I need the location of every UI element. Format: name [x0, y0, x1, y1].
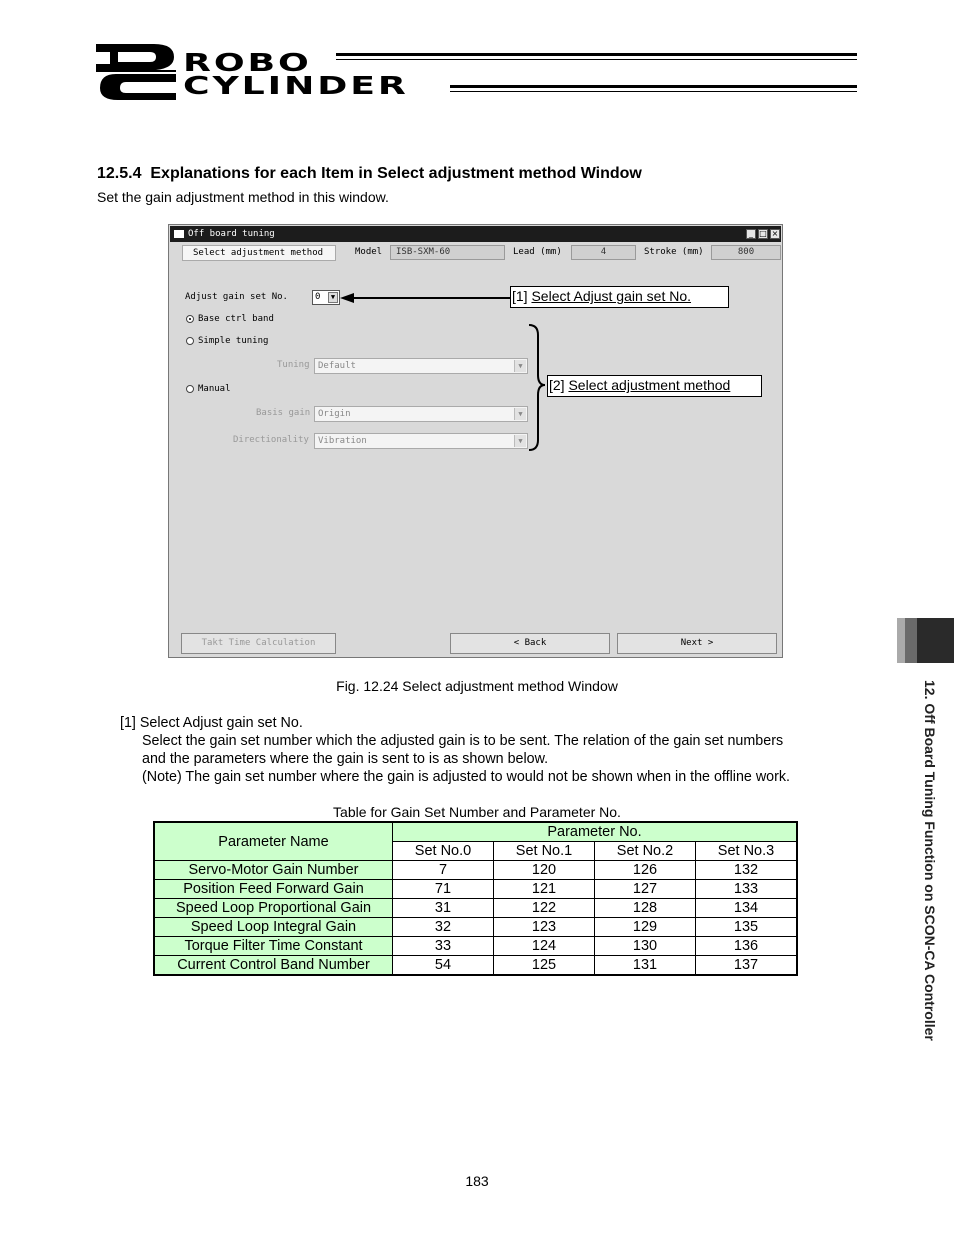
bracket-icon [529, 325, 545, 450]
item-1-line-1: Select the gain set number which the adjusted gain is to be sent. The relation of the gain set numbers [142, 733, 784, 749]
row-name: Speed Loop Proportional Gain [154, 899, 393, 918]
cell: 120 [494, 861, 595, 880]
cell: 32 [393, 918, 494, 937]
row-name: Speed Loop Integral Gain [154, 918, 393, 937]
cell: 135 [696, 918, 798, 937]
model-field: ISB-SXM-60 [390, 245, 505, 260]
callout-2 [547, 375, 762, 397]
window-title: Off board tuning [188, 229, 275, 239]
section-number: 12.5.4 [97, 165, 142, 182]
basis-gain-value: Origin [318, 409, 351, 419]
item-1-description [120, 714, 870, 786]
directionality-value: Vibration [318, 436, 367, 446]
chapter-tab [897, 618, 954, 663]
stroke-field: 800 [711, 245, 781, 260]
callout-2-text: Select adjustment method [568, 377, 731, 393]
model-label: Model [355, 247, 383, 257]
cell: 126 [595, 861, 696, 880]
section-title: Explanations for each Item in Select adjustment method Window [150, 165, 642, 182]
chapter-tab-stripe-mid [905, 618, 917, 663]
stroke-label: Stroke (mm) [644, 247, 704, 257]
tuning-value: Default [318, 361, 356, 371]
chapter-side-label: 12. Off Board Tuning Function on SCON-CA Controller [922, 680, 938, 1041]
cell: 131 [595, 956, 696, 976]
cell: 130 [595, 937, 696, 956]
cell: 127 [595, 880, 696, 899]
cell: 54 [393, 956, 494, 976]
table-header-row [154, 822, 797, 842]
next-button[interactable]: Next > [617, 633, 777, 654]
logo-robo: ROBO [183, 48, 312, 77]
header-set-0: Set No.0 [393, 842, 494, 861]
cell: 122 [494, 899, 595, 918]
header-parameter-name: Parameter Name [154, 822, 393, 861]
callout-1-number: [1] [512, 288, 528, 304]
annotation-graphics [330, 285, 550, 455]
radio-manual-label: Manual [198, 384, 231, 394]
cell: 132 [696, 861, 798, 880]
table-row [154, 956, 797, 976]
item-1-note: (Note) The gain set number where the gain is adjusted to would not be shown when in the offline work. [142, 769, 790, 785]
arrow-head-icon [340, 293, 354, 303]
row-name: Position Feed Forward Gain [154, 880, 393, 899]
close-icon[interactable]: × [771, 229, 779, 238]
basis-gain-label: Basis gain [256, 408, 311, 418]
row-name: Servo-Motor Gain Number [154, 861, 393, 880]
radio-manual[interactable] [186, 385, 194, 393]
cell: 124 [494, 937, 595, 956]
table-row [154, 937, 797, 956]
item-1-heading: [1] Select Adjust gain set No. [120, 715, 303, 731]
callout-1-text: Select Adjust gain set No. [531, 288, 692, 304]
section-heading [97, 165, 642, 183]
header-rule-bottom-thin [450, 91, 857, 92]
callout-1 [510, 286, 729, 308]
header-set-2: Set No.2 [595, 842, 696, 861]
cell: 125 [494, 956, 595, 976]
cell: 121 [494, 880, 595, 899]
cell: 137 [696, 956, 798, 976]
back-button[interactable]: < Back [450, 633, 610, 654]
cell: 136 [696, 937, 798, 956]
rc-logo-icon [96, 44, 178, 100]
gain-set-label: Adjust gain set No. [185, 292, 288, 302]
cell: 71 [393, 880, 494, 899]
header-rule-bottom [450, 85, 857, 88]
radio-base-ctrl-band-label: Base ctrl band [198, 314, 274, 324]
header-set-1: Set No.1 [494, 842, 595, 861]
radio-base-ctrl-band[interactable] [186, 315, 194, 323]
maximize-icon[interactable]: □ [759, 229, 767, 238]
app-icon [174, 230, 184, 238]
table-row [154, 899, 797, 918]
gain-set-table [153, 821, 798, 976]
takt-time-calculation-button[interactable]: Takt Time Calculation [181, 633, 336, 654]
header-rule-top-thin [336, 59, 857, 60]
tab-select-adjustment-method[interactable]: Select adjustment method [182, 245, 336, 261]
chapter-tab-stripe-light [897, 618, 905, 663]
gain-set-value: 0 [315, 292, 321, 302]
header-rule-top [336, 53, 857, 56]
tuning-label: Tuning [277, 360, 310, 370]
lead-label: Lead (mm) [513, 247, 562, 257]
table-caption: Table for Gain Set Number and Parameter No. [333, 804, 621, 820]
cell: 7 [393, 861, 494, 880]
row-name: Current Control Band Number [154, 956, 393, 976]
chevron-down-icon[interactable]: ▼ [328, 292, 338, 303]
table-row [154, 861, 797, 880]
cell: 129 [595, 918, 696, 937]
cell: 31 [393, 899, 494, 918]
window-titlebar [170, 226, 781, 242]
page-number: 183 [465, 1173, 489, 1189]
callout-2-number: [2] [549, 377, 565, 393]
cell: 33 [393, 937, 494, 956]
cell: 123 [494, 918, 595, 937]
radio-simple-tuning-label: Simple tuning [198, 336, 269, 346]
header-set-3: Set No.3 [696, 842, 798, 861]
chevron-down-icon[interactable]: ▼ [514, 408, 526, 420]
table-row [154, 880, 797, 899]
logo-cylinder: CYLINDER [183, 71, 409, 100]
cell: 134 [696, 899, 798, 918]
lead-field: 4 [571, 245, 636, 260]
row-name: Torque Filter Time Constant [154, 937, 393, 956]
table-row [154, 918, 797, 937]
header-parameter-no: Parameter No. [393, 822, 798, 842]
directionality-label: Directionality [233, 435, 309, 445]
radio-simple-tuning[interactable] [186, 337, 194, 345]
figure-caption: Fig. 12.24 Select adjustment method Window [336, 678, 618, 694]
chevron-down-icon[interactable]: ▼ [514, 435, 526, 447]
cell: 128 [595, 899, 696, 918]
item-1-line-2: and the parameters where the gain is sent to is as shown below. [142, 751, 549, 767]
chevron-down-icon[interactable]: ▼ [514, 360, 526, 372]
section-intro: Set the gain adjustment method in this window. [97, 189, 389, 205]
minimize-icon[interactable]: _ [746, 229, 756, 239]
cell: 133 [696, 880, 798, 899]
